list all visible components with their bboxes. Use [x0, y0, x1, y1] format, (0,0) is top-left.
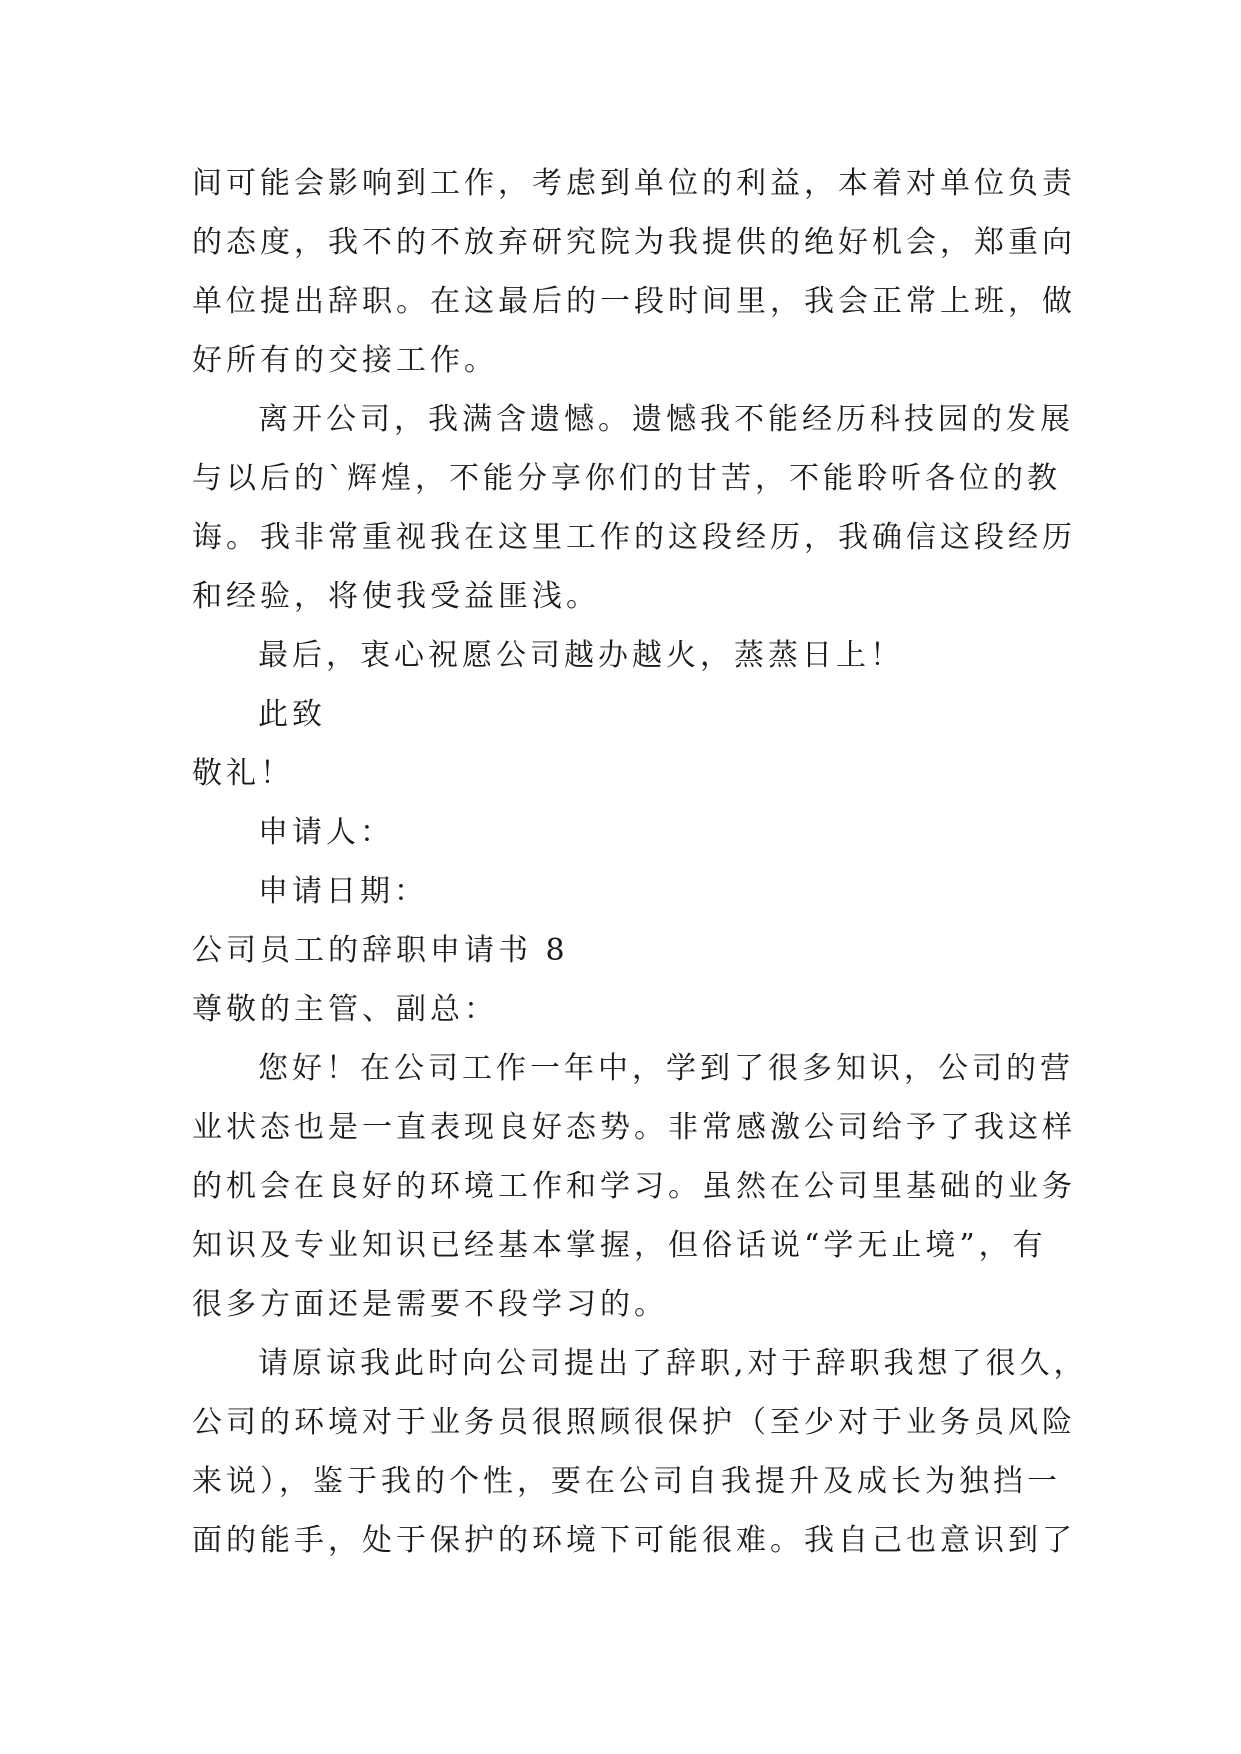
application-date-label: 申请日期：: [258, 874, 428, 909]
text-line: 好所有的交接工作。: [192, 343, 498, 378]
text-line: 与以后的`辉煌，不能分享你们的甘苦，不能聆听各位的教: [192, 461, 1061, 496]
text-line: 业状态也是一直表现良好态势。非常感激公司给予了我这样: [192, 1110, 1076, 1145]
paragraph-start-line: 请原谅我此时向公司提出了辞职,对于辞职我想了很久，: [258, 1346, 1088, 1381]
section-title: 公司员工的辞职申请书 8: [192, 933, 569, 968]
text-line: 很多方面还是需要不段学习的。: [192, 1287, 668, 1322]
text-line: 公司的环境对于业务员很照顾很保护（至少对于业务员风险: [192, 1405, 1076, 1440]
text-line: 单位提出辞职。在这最后的一段时间里，我会正常上班，做: [192, 284, 1076, 319]
document-body: [192, 154, 1088, 1570]
text-line: 的态度，我不的不放弃研究院为我提供的绝好机会，郑重向: [192, 225, 1076, 260]
applicant-label: 申请人：: [258, 815, 394, 850]
text-line: 知识及专业知识已经基本掌握，但俗话说“学无止境”，有: [192, 1228, 1047, 1263]
paragraph-start-line: 离开公司，我满含遗憾。遗憾我不能经历科技园的发展: [258, 402, 1074, 437]
text-line: 的机会在良好的环境工作和学习。虽然在公司里基础的业务: [192, 1169, 1076, 1204]
letter-greeting: 尊敬的主管、副总：: [192, 992, 498, 1027]
salutation-jingli: 敬礼！: [192, 756, 294, 791]
text-line: 面的能手，处于保护的环境下可能很难。我自己也意识到了: [192, 1523, 1076, 1558]
text-line: 来说），鉴于我的个性，要在公司自我提升及成长为独挡一: [192, 1464, 1061, 1499]
closing-wish-line: 最后，衷心祝愿公司越办越火，蒸蒸日上！: [258, 638, 904, 673]
text-line: 间可能会影响到工作，考虑到单位的利益，本着对单位负责: [192, 166, 1076, 201]
text-line: 和经验，将使我受益匪浅。: [192, 579, 600, 614]
text-line: 诲。我非常重视我在这里工作的这段经历，我确信这段经历: [192, 520, 1076, 555]
salutation-cizhi: 此致: [258, 697, 326, 732]
paragraph-start-line: 您好！在公司工作一年中，学到了很多知识，公司的营: [258, 1051, 1074, 1086]
